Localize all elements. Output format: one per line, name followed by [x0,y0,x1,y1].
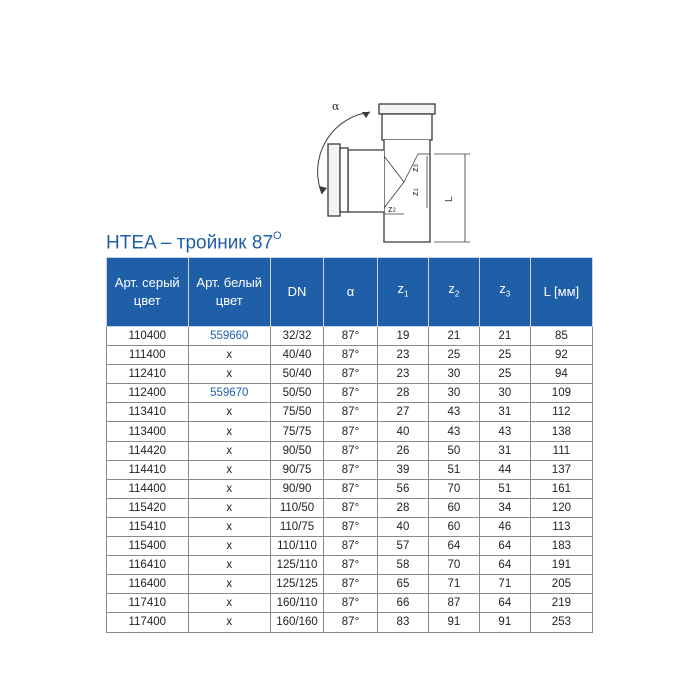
col-header-art-grey: Арт. серый цвет [107,258,189,327]
cell-art-white: x [188,365,271,384]
page-title: HTEA – тройник $87^O$ [106,230,282,254]
cell-length: 138 [530,422,592,441]
cell-z2: 60 [428,498,479,517]
table-header-row [107,258,593,327]
cell-z1: 28 [377,384,428,403]
table-row [107,422,593,441]
col-header-z1: $z_1$ [377,258,428,327]
cell-length: 219 [530,594,592,613]
z1-label: z1 [410,188,420,196]
cell-z2: 43 [428,403,479,422]
cell-length: 113 [530,517,592,536]
cell-z3: 31 [479,441,530,460]
cell-z1: 19 [377,327,428,346]
col-header-dn: DN [271,258,324,327]
col-header-alpha: α [323,258,377,327]
cell-z3: 25 [479,346,530,365]
cell-z1: 26 [377,441,428,460]
cell-length: 112 [530,403,592,422]
table-row [107,327,593,346]
cell-z2: 70 [428,479,479,498]
cell-art-grey: 112400 [107,384,189,403]
tee-fitting-diagram [300,92,490,252]
cell-length: 92 [530,346,592,365]
cell-z3: 64 [479,537,530,556]
cell-z3: 43 [479,422,530,441]
cell-z2: 51 [428,460,479,479]
alpha-label: α [332,100,340,113]
cell-z1: 23 [377,346,428,365]
cell-z2: 87 [428,594,479,613]
cell-alpha: 87° [323,613,377,632]
cell-art-white: x [188,613,271,632]
cell-z3: 64 [479,556,530,575]
table-row [107,384,593,403]
cell-z2: 60 [428,517,479,536]
cell-z1: 65 [377,575,428,594]
cell-length: 161 [530,479,592,498]
cell-z3: 91 [479,613,530,632]
cell-z2: 50 [428,441,479,460]
cell-art-white: x [188,537,271,556]
cell-z1: 56 [377,479,428,498]
cell-z1: 83 [377,613,428,632]
cell-dn: 125/125 [271,575,324,594]
table-row [107,441,593,460]
cell-art-white: x [188,575,271,594]
cell-art-grey: 113400 [107,422,189,441]
cell-z3: 25 [479,365,530,384]
cell-length: 137 [530,460,592,479]
cell-length: 205 [530,575,592,594]
cell-z2: 64 [428,537,479,556]
table-row [107,594,593,613]
cell-art-grey: 117400 [107,613,189,632]
cell-dn: 160/160 [271,613,324,632]
cell-z2: 25 [428,346,479,365]
cell-art-grey: 116410 [107,556,189,575]
table-row [107,556,593,575]
table-row [107,403,593,422]
cell-z2: 30 [428,384,479,403]
table-row [107,479,593,498]
cell-art-grey: 117410 [107,594,189,613]
cell-alpha: 87° [323,537,377,556]
cell-z2: 21 [428,327,479,346]
cell-z1: 58 [377,556,428,575]
cell-alpha: 87° [323,384,377,403]
cell-length: 109 [530,384,592,403]
table-row [107,365,593,384]
cell-art-white: x [188,594,271,613]
cell-z1: 66 [377,594,428,613]
cell-dn: 110/75 [271,517,324,536]
table-row [107,575,593,594]
cell-z3: 31 [479,403,530,422]
cell-length: 85 [530,327,592,346]
cell-art-grey: 114400 [107,479,189,498]
cell-alpha: 87° [323,556,377,575]
cell-z2: 30 [428,365,479,384]
length-label: L [444,196,455,202]
cell-z2: 70 [428,556,479,575]
cell-art-grey: 114420 [107,441,189,460]
cell-art-grey: 113410 [107,403,189,422]
cell-alpha: 87° [323,441,377,460]
cell-length: 94 [530,365,592,384]
z3-label: z3 [410,164,420,172]
cell-dn: 50/50 [271,384,324,403]
cell-z2: 91 [428,613,479,632]
cell-z1: 40 [377,517,428,536]
cell-z2: 43 [428,422,479,441]
cell-z3: 34 [479,498,530,517]
cell-dn: 75/75 [271,422,324,441]
cell-art-white[interactable]: 559660 [188,327,271,346]
cell-art-grey: 110400 [107,327,189,346]
cell-z1: 40 [377,422,428,441]
cell-alpha: 87° [323,498,377,517]
cell-art-white: x [188,422,271,441]
col-header-art-white: Арт. белый цвет [188,258,271,327]
cell-z3: 51 [479,479,530,498]
cell-z3: 30 [479,384,530,403]
table-row [107,346,593,365]
cell-z1: 27 [377,403,428,422]
cell-length: 111 [530,441,592,460]
cell-z1: 57 [377,537,428,556]
cell-art-white: x [188,556,271,575]
table-row [107,613,593,632]
cell-art-white: x [188,346,271,365]
table-row [107,460,593,479]
cell-dn: 40/40 [271,346,324,365]
cell-dn: 110/110 [271,537,324,556]
cell-dn: 90/75 [271,460,324,479]
table-row [107,517,593,536]
cell-alpha: 87° [323,594,377,613]
table-row [107,498,593,517]
cell-alpha: 87° [323,422,377,441]
cell-z3: 44 [479,460,530,479]
cell-art-white: x [188,517,271,536]
cell-art-grey: 114410 [107,460,189,479]
cell-dn: 110/50 [271,498,324,517]
cell-z2: 71 [428,575,479,594]
cell-art-white: x [188,441,271,460]
cell-alpha: 87° [323,327,377,346]
cell-art-white: x [188,403,271,422]
cell-dn: 90/90 [271,479,324,498]
cell-length: 253 [530,613,592,632]
cell-length: 183 [530,537,592,556]
cell-art-grey: 111400 [107,346,189,365]
cell-alpha: 87° [323,346,377,365]
cell-alpha: 87° [323,479,377,498]
cell-z3: 46 [479,517,530,536]
cell-art-white: x [188,460,271,479]
spec-table [106,257,593,633]
cell-dn: 50/40 [271,365,324,384]
cell-dn: 90/50 [271,441,324,460]
cell-length: 191 [530,556,592,575]
cell-alpha: 87° [323,575,377,594]
cell-dn: 75/50 [271,403,324,422]
cell-alpha: 87° [323,365,377,384]
cell-alpha: 87° [323,460,377,479]
cell-art-white: x [188,498,271,517]
z2-label: z2 [388,204,396,214]
cell-alpha: 87° [323,403,377,422]
cell-dn: 125/110 [271,556,324,575]
cell-z1: 23 [377,365,428,384]
col-header-z3: $z_3$ [479,258,530,327]
cell-art-grey: 115410 [107,517,189,536]
cell-dn: 160/110 [271,594,324,613]
cell-z1: 39 [377,460,428,479]
cell-z3: 64 [479,594,530,613]
cell-alpha: 87° [323,517,377,536]
cell-dn: 32/32 [271,327,324,346]
cell-z3: 21 [479,327,530,346]
table-row [107,537,593,556]
cell-length: 120 [530,498,592,517]
cell-art-white: x [188,479,271,498]
cell-art-grey: 116400 [107,575,189,594]
cell-art-grey: 112410 [107,365,189,384]
cell-art-grey: 115400 [107,537,189,556]
cell-z3: 71 [479,575,530,594]
cell-z1: 28 [377,498,428,517]
cell-art-grey: 115420 [107,498,189,517]
cell-art-white[interactable]: 559670 [188,384,271,403]
col-header-length: L [мм] [530,258,592,327]
col-header-z2: $z_2$ [428,258,479,327]
